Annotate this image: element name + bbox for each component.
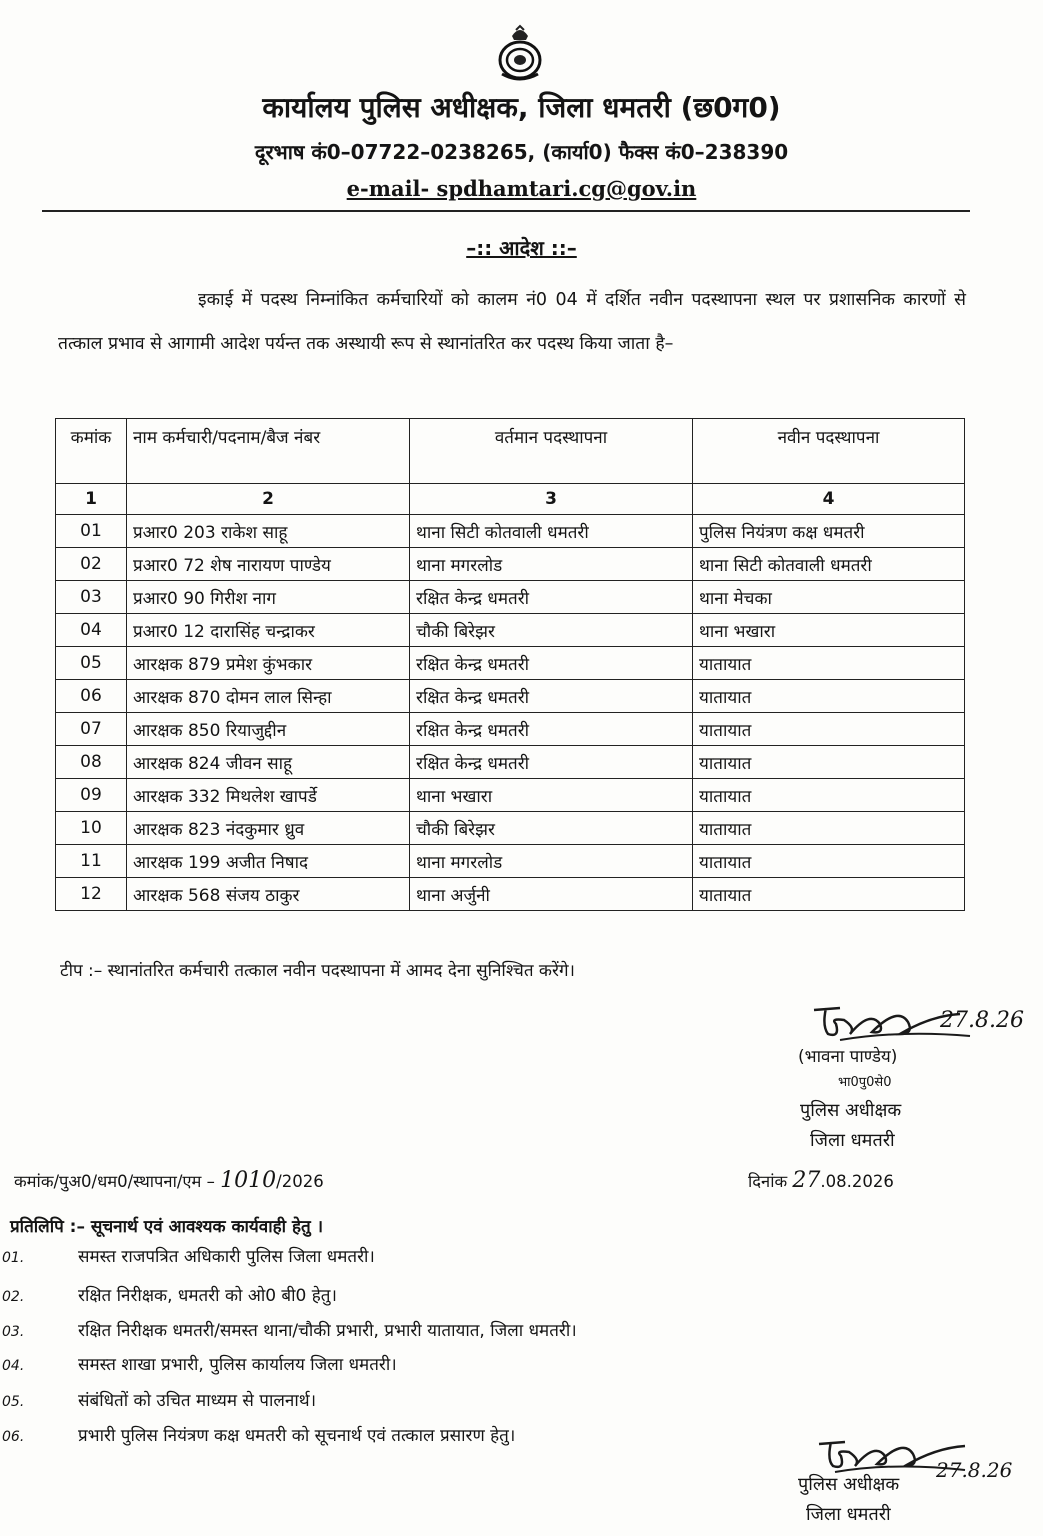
table-row (56, 647, 965, 680)
copy-list-item (0, 1423, 515, 1446)
copy-item-number: 04. (2, 1358, 25, 1374)
signatory-service: भा0पु0से0 (838, 1075, 892, 1090)
row-current-posting: रक्षित केन्द्र धमतरी (410, 680, 693, 713)
row-serial: 11 (56, 845, 127, 878)
row-current-posting: रक्षित केन्द्र धमतरी (410, 746, 693, 779)
row-new-posting: यातायात (693, 812, 965, 845)
signatory-name: (भावना पाण्डेय) (798, 1047, 898, 1067)
header-divider (42, 210, 970, 212)
row-new-posting: यातायात (693, 647, 965, 680)
row-employee: आरक्षक 823 नंदकुमार ध्रुव (127, 812, 410, 845)
row-serial: 02 (56, 548, 127, 581)
row-serial: 10 (56, 812, 127, 845)
police-emblem-icon (490, 22, 550, 86)
table-row (56, 845, 965, 878)
signatory-district: जिला धमतरी (810, 1130, 895, 1151)
row-employee: प्रआर0 203 राकेश साहू (127, 515, 410, 548)
office-title: कार्यालय पुलिस अधीक्षक, जिला धमतरी (छ0ग0) (262, 91, 781, 124)
table-row (56, 713, 965, 746)
date-line (748, 1168, 894, 1193)
email-line: e-mail- spdhamtari.cg@gov.in (346, 176, 697, 201)
order-intro-paragraph: इकाई में पदस्थ निम्नांकित कर्मचारियों को कालम नं0 04 में दर्शित नवीन पदस्थापना स्थल पर प्रशासनिक कारणों से तत्काल प्रभाव से आगामी आदेश पर्यन्त तक अस्थायी रूप से स्थानांतरित कर पदस्थ किया जाता है– (58, 290, 966, 354)
column-number: 1 (56, 484, 127, 515)
transfer-table (55, 418, 965, 911)
row-employee: प्रआर0 72 शेष नारायण पाण्डेय (127, 548, 410, 581)
row-serial: 03 (56, 581, 127, 614)
row-new-posting: थाना मेचका (693, 581, 965, 614)
copy-item-text: रक्षित निरीक्षक धमतरी/समस्त थाना/चौकी प्रभारी, प्रभारी यातायात, जिला धमतरी। (78, 1321, 577, 1341)
date-rest: .08.2026 (820, 1172, 894, 1191)
copy-heading: प्रतिलिपि :– सूचनार्थ एवं आवश्यक कार्यवाही हेतु । (10, 1217, 324, 1237)
row-employee: आरक्षक 879 प्रमेश कुंभकार (127, 647, 410, 680)
signatory-post: पुलिस अधीक्षक (800, 1100, 902, 1121)
date-label: दिनांक (748, 1172, 788, 1191)
row-new-posting: यातायात (693, 878, 965, 911)
row-serial: 01 (56, 515, 127, 548)
reference-prefix: कमांक/पुअ0/धम0/स्थापना/एम – (14, 1172, 215, 1191)
copy-list-item (0, 1318, 577, 1341)
table-row (56, 812, 965, 845)
copy-item-number: 01. (2, 1250, 25, 1266)
signature-date: 27.8.26 (940, 1008, 1024, 1033)
row-serial: 09 (56, 779, 127, 812)
row-new-posting: यातायात (693, 746, 965, 779)
row-new-posting: यातायात (693, 713, 965, 746)
table-row (56, 581, 965, 614)
copy-list-item (0, 1388, 316, 1411)
table-row (56, 548, 965, 581)
row-new-posting: पुलिस नियंत्रण कक्ष धमतरी (693, 515, 965, 548)
note-line: टीप :– स्थानांतरित कर्मचारी तत्काल नवीन पदस्थापना में आमद देना सुनिश्चित करेंगे। (60, 961, 575, 981)
row-employee: प्रआर0 12 दारासिंह चन्द्राकर (127, 614, 410, 647)
row-current-posting: चौकी बिरेझर (410, 812, 693, 845)
copy-item-text: प्रभारी पुलिस नियंत्रण कक्ष धमतरी को सूचनार्थ एवं तत्काल प्रसारण हेतु। (78, 1426, 516, 1446)
row-serial: 08 (56, 746, 127, 779)
column-number: 4 (693, 484, 965, 515)
row-current-posting: रक्षित केन्द्र धमतरी (410, 713, 693, 746)
date-day: 27 (792, 1168, 821, 1193)
row-new-posting: यातायात (693, 779, 965, 812)
signature-date: 27.8.26 (936, 1458, 1013, 1482)
header-new-posting: नवीन पदस्थापना (693, 419, 965, 484)
row-serial: 05 (56, 647, 127, 680)
table-row (56, 779, 965, 812)
reference-number: 1010 (220, 1168, 277, 1193)
row-employee: आरक्षक 850 रियाजुद्दीन (127, 713, 410, 746)
order-heading: –:: आदेश ::– (466, 236, 577, 260)
row-employee: आरक्षक 870 दोमन लाल सिन्हा (127, 680, 410, 713)
copy-item-number: 03. (2, 1324, 25, 1340)
copy-item-text: रक्षित निरीक्षक, धमतरी को ओ0 बी0 हेतु। (78, 1286, 337, 1306)
row-current-posting: थाना भखारा (410, 779, 693, 812)
row-employee: आरक्षक 332 मिथलेश खापर्डे (127, 779, 410, 812)
copy-item-text: समस्त शाखा प्रभारी, पुलिस कार्यालय जिला धमतरी। (78, 1355, 397, 1375)
header-employee: नाम कर्मचारी/पदनाम/बैज नंबर (127, 419, 410, 484)
row-serial: 12 (56, 878, 127, 911)
copy-item-text: समस्त राजपत्रित अधिकारी पुलिस जिला धमतरी। (78, 1247, 375, 1267)
row-current-posting: थाना अर्जुनी (410, 878, 693, 911)
table-row (56, 515, 965, 548)
row-employee: आरक्षक 824 जीवन साहू (127, 746, 410, 779)
row-serial: 07 (56, 713, 127, 746)
copy-item-number: 02. (2, 1289, 25, 1305)
row-new-posting: थाना सिटी कोतवाली धमतरी (693, 548, 965, 581)
row-current-posting: थाना मगरलोड (410, 548, 693, 581)
row-new-posting: थाना भखारा (693, 614, 965, 647)
row-employee: आरक्षक 199 अजीत निषाद (127, 845, 410, 878)
row-current-posting: रक्षित केन्द्र धमतरी (410, 581, 693, 614)
column-number: 3 (410, 484, 693, 515)
table-row (56, 746, 965, 779)
header-current-posting: वर्तमान पदस्थापना (410, 419, 693, 484)
reference-line (14, 1168, 324, 1193)
row-current-posting: थाना मगरलोड (410, 845, 693, 878)
header-serial: कमांक (56, 419, 127, 484)
row-employee: आरक्षक 568 संजय ठाकुर (127, 878, 410, 911)
signatory-district: जिला धमतरी (806, 1504, 891, 1525)
signatory-post: पुलिस अधीक्षक (798, 1474, 900, 1495)
table-row (56, 878, 965, 911)
row-new-posting: यातायात (693, 680, 965, 713)
copy-list-item (0, 1244, 375, 1267)
table-header-row (56, 419, 965, 484)
reference-year: /2026 (276, 1172, 324, 1191)
copy-list-item (0, 1352, 397, 1375)
row-employee: प्रआर0 90 गिरीश नाग (127, 581, 410, 614)
copy-item-number: 05. (2, 1394, 25, 1410)
column-number: 2 (127, 484, 410, 515)
copy-item-text: संबंधितों को उचित माध्यम से पालनार्थ। (78, 1391, 317, 1411)
table-row (56, 680, 965, 713)
table-row (56, 614, 965, 647)
row-current-posting: चौकी बिरेझर (410, 614, 693, 647)
row-current-posting: रक्षित केन्द्र धमतरी (410, 647, 693, 680)
row-current-posting: थाना सिटी कोतवाली धमतरी (410, 515, 693, 548)
row-new-posting: यातायात (693, 845, 965, 878)
row-serial: 06 (56, 680, 127, 713)
phone-fax-line: दूरभाष कं0–07722–0238265, (कार्या0) फैक्स कं0–238390 (254, 140, 789, 164)
copy-list-item (0, 1283, 337, 1306)
column-number-row (56, 484, 965, 515)
copy-item-number: 06. (2, 1429, 25, 1445)
row-serial: 04 (56, 614, 127, 647)
